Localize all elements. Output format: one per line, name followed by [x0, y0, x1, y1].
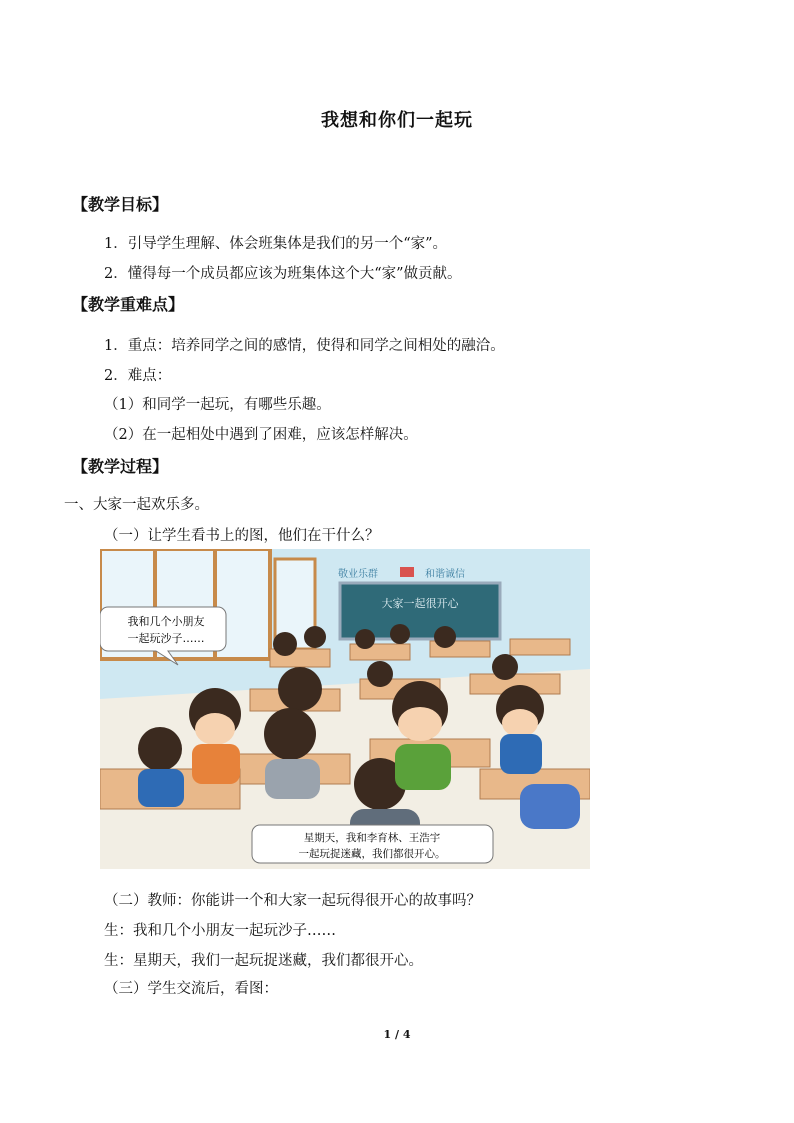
- student-answer-1: 生：我和几个小朋友一起玩沙子……: [104, 923, 336, 939]
- process-sub-3: （三）学生交流后，看图：: [104, 981, 278, 997]
- section-heading-key-points: 【教学重难点】: [72, 295, 185, 314]
- bubble-right-line-1: 星期天，我和李育林、王浩宇: [303, 832, 441, 844]
- section-heading-goals: 【教学目标】: [72, 195, 169, 214]
- bubble-left-line-1: 我和几个小朋友: [127, 615, 205, 628]
- classroom-image: [100, 549, 590, 869]
- banner-left-text: 敬业乐群: [338, 569, 378, 580]
- key-point-subitem-1: （1）和同学一起玩，有哪些乐趣。: [104, 397, 331, 413]
- section-heading-process: 【教学过程】: [72, 457, 169, 476]
- process-sub-2: （二）教师：你能讲一个和大家一起玩得很开心的故事吗？: [104, 893, 481, 909]
- key-point-item-2: 2．难点：: [104, 368, 172, 384]
- process-step-1: 一、大家一起欢乐多。: [64, 497, 209, 513]
- process-sub-1: （一）让学生看书上的图，他们在干什么？: [104, 528, 380, 544]
- page-number: 1 / 4: [383, 1028, 411, 1041]
- goal-item-1: 1．引导学生理解、体会班集体是我们的另一个“家”。: [104, 236, 448, 252]
- page-title: 我想和你们一起玩: [321, 110, 473, 131]
- bubble-right-line-2: 一起玩捉迷藏，我们都很开心。: [298, 848, 446, 860]
- classroom-illustration: [100, 549, 590, 869]
- student-answer-2: 生：星期天，我们一起玩捉迷藏，我们都很开心。: [104, 953, 423, 969]
- banner-right-text: 和谐诚信: [425, 569, 465, 580]
- blackboard-text: 大家一起很开心: [381, 597, 459, 610]
- goal-item-2: 2．懂得每一个成员都应该为班集体这个大“家”做贡献。: [104, 266, 462, 282]
- key-point-item-1: 1．重点：培养同学之间的感情，使得和同学之间相处的融洽。: [104, 338, 505, 354]
- bubble-left-line-2: 一起玩沙子……: [127, 632, 205, 645]
- key-point-subitem-2: （2）在一起相处中遇到了困难，应该怎样解决。: [104, 427, 418, 443]
